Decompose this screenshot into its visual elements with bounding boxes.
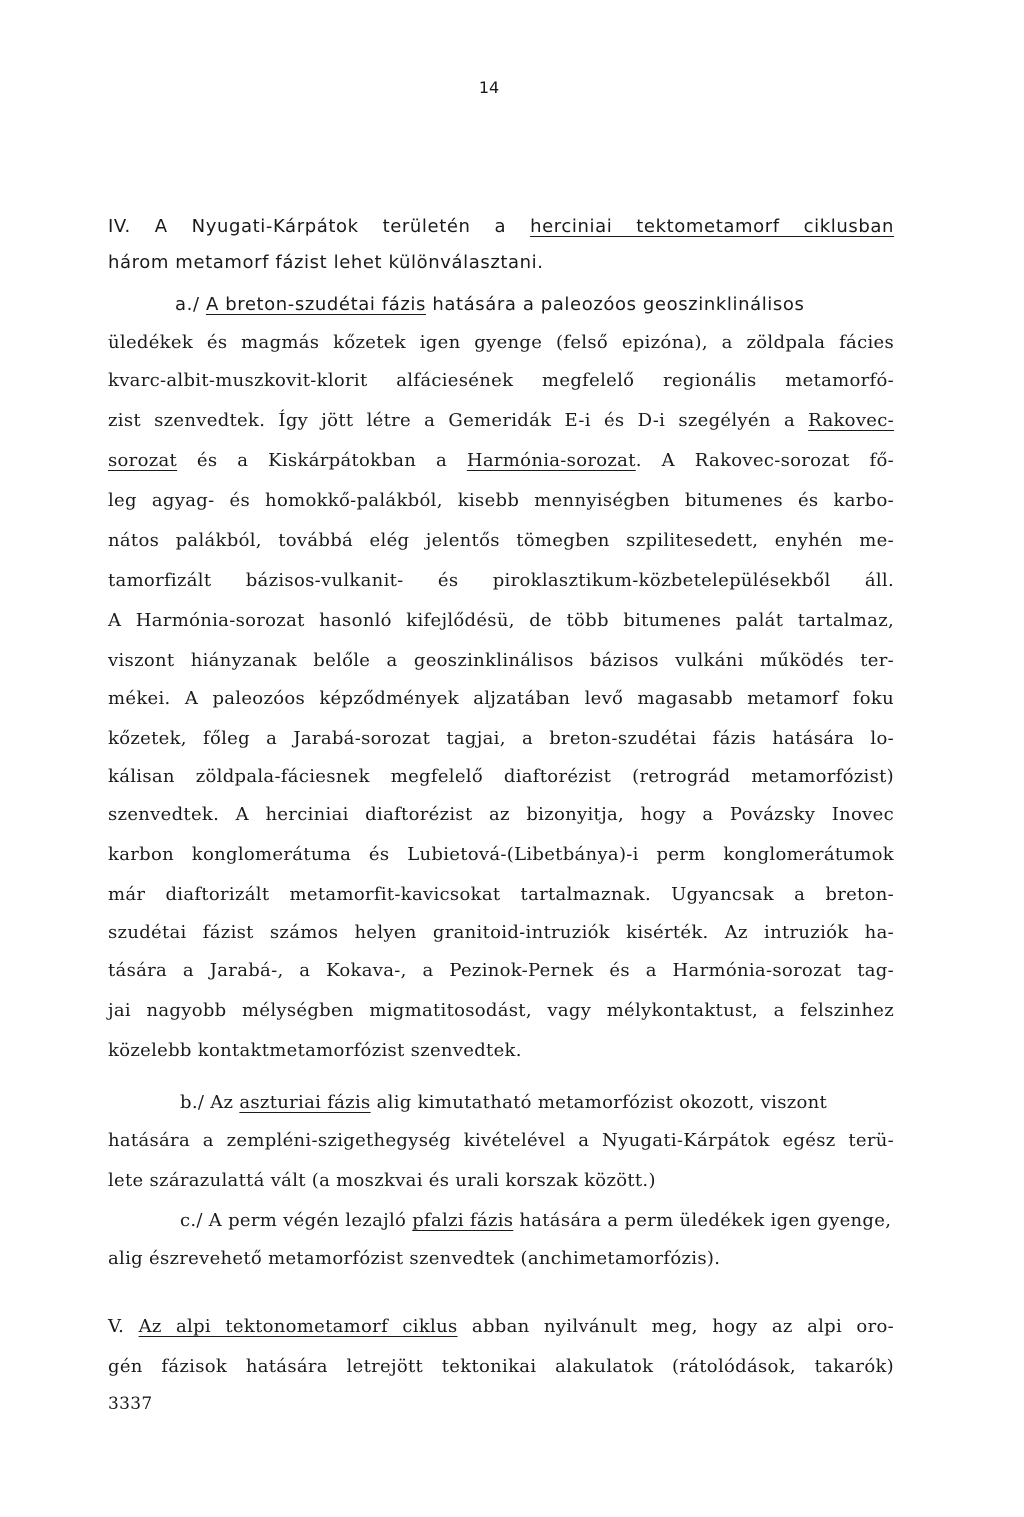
text-line: három metamorf fázist lehet különválasztani.	[108, 252, 544, 273]
text-line: már diaftorizált metamorfit-kavicsokat tartalmaznak. Ugyancsak a breton-	[108, 884, 894, 905]
text-run: és a Kiskárpátokban a	[177, 450, 467, 471]
text-line: viszont hiányzanak belőle a geoszinklinálisos bázisos vulkáni működés ter-	[108, 650, 894, 671]
underlined-term: Harmónia-sorozat	[466, 450, 636, 471]
underlined-term: aszturiai fázis	[239, 1092, 371, 1113]
text-line: lete szárazulattá vált (a moszkvai és urali korszak között.)	[108, 1170, 656, 1191]
text-line: közelebb kontaktmetamorfózist szenvedtek.	[108, 1040, 522, 1061]
text-run: hatására a perm üledékek igen gyenge,	[513, 1210, 892, 1231]
underlined-term: A breton-szudétai fázis	[205, 294, 427, 315]
text-line: hatására a zempléni-szigethegység kivételével a Nyugati-Kárpátok egész terü-	[108, 1130, 894, 1151]
text-line: kvarc-albit-muszkovit-klorit alfáciesének megfelelő regionális metamorfó-	[108, 370, 894, 391]
underlined-term: Az alpi tektonometamorf ciklus	[138, 1316, 458, 1337]
text-line: szudétai fázist számos helyen granitoid-intruziók kisérték. Az intruziók ha-	[108, 922, 894, 943]
text-line: leg agyag- és homokkő-palákból, kisebb mennyiségben bitumenes és karbo-	[108, 490, 894, 511]
text-line: karbon konglomerátuma és Lubietová-(Libetbánya)-i perm konglomerátumok	[108, 844, 894, 865]
text-line: alig észrevehető metamorfózist szenvedtek (anchimetamorfózis).	[108, 1248, 721, 1269]
text-line: gén fázisok hatására letrejött tektonikai alakulatok (rátolódások, takarók)	[108, 1356, 894, 1377]
text-line: szenvedtek. A herciniai diaftorézist az bizonyitja, hogy a Povázsky Inovec	[108, 804, 894, 825]
text-run: abban nyilvánult meg, hogy az alpi oro-	[457, 1316, 894, 1337]
underlined-term: Rakovec-	[808, 410, 894, 431]
text-run: zist szenvedtek. Így jött létre a Gemeridák E-i és D-i szegélyén a	[108, 410, 809, 431]
text-line: mékei. A paleozóos képződmények aljzatában levő magasabb metamorf foku	[108, 688, 894, 709]
text-line	[175, 294, 894, 315]
underlined-term: herciniai tektometamorf ciklusban	[530, 216, 895, 237]
text-line: kálisan zöldpala-fáciesnek megfelelő diaftorézist (retrográd metamorfózist)	[108, 766, 894, 787]
text-run: b./ Az	[180, 1092, 240, 1113]
text-line: üledékek és magmás kőzetek igen gyenge (felső epizóna), a zöldpala fácies	[108, 332, 894, 353]
text-run: a./	[175, 294, 206, 315]
text-line	[108, 1316, 894, 1337]
text-line	[180, 1210, 928, 1231]
text-run: V.	[108, 1316, 139, 1337]
text-line: tamorfizált bázisos-vulkanit- és piroklasztikum-közbetelepülésekből áll.	[108, 570, 894, 591]
text-run: c./ A perm végén lezajló	[180, 1210, 413, 1231]
footer-code: 3337	[108, 1394, 153, 1414]
text-line: nátos palákból, továbbá elég jelentős tömegben szpilitesedett, enyhén me-	[108, 530, 894, 551]
text-run: IV. A Nyugati-Kárpátok területén a	[108, 216, 531, 237]
text-line: A Harmónia-sorozat hasonló kifejlődésü, de több bitumenes palát tartalmaz,	[108, 610, 894, 631]
text-run: hatására a paleozóos geoszinklinálisos	[426, 294, 805, 315]
text-line	[108, 410, 894, 431]
text-line	[108, 216, 894, 237]
text-line: tására a Jarabá-, a Kokava-, a Pezinok-Pernek és a Harmónia-sorozat tag-	[108, 960, 894, 981]
text-run: alig kimutatható metamorfózist okozott, viszont	[370, 1092, 828, 1113]
underlined-term: pfalzi fázis	[412, 1210, 514, 1231]
text-line: kőzetek, főleg a Jarabá-sorozat tagjai, a breton-szudétai fázis hatására lo-	[108, 728, 894, 749]
text-line	[108, 450, 894, 471]
underlined-term: sorozat	[108, 450, 178, 471]
text-line	[180, 1092, 894, 1113]
text-line: jai nagyobb mélységben migmatitosodást, vagy mélykontaktust, a felszinhez	[108, 1000, 894, 1021]
page-number: 14	[478, 78, 500, 97]
text-run: . A Rakovec-sorozat fő-	[635, 450, 895, 471]
